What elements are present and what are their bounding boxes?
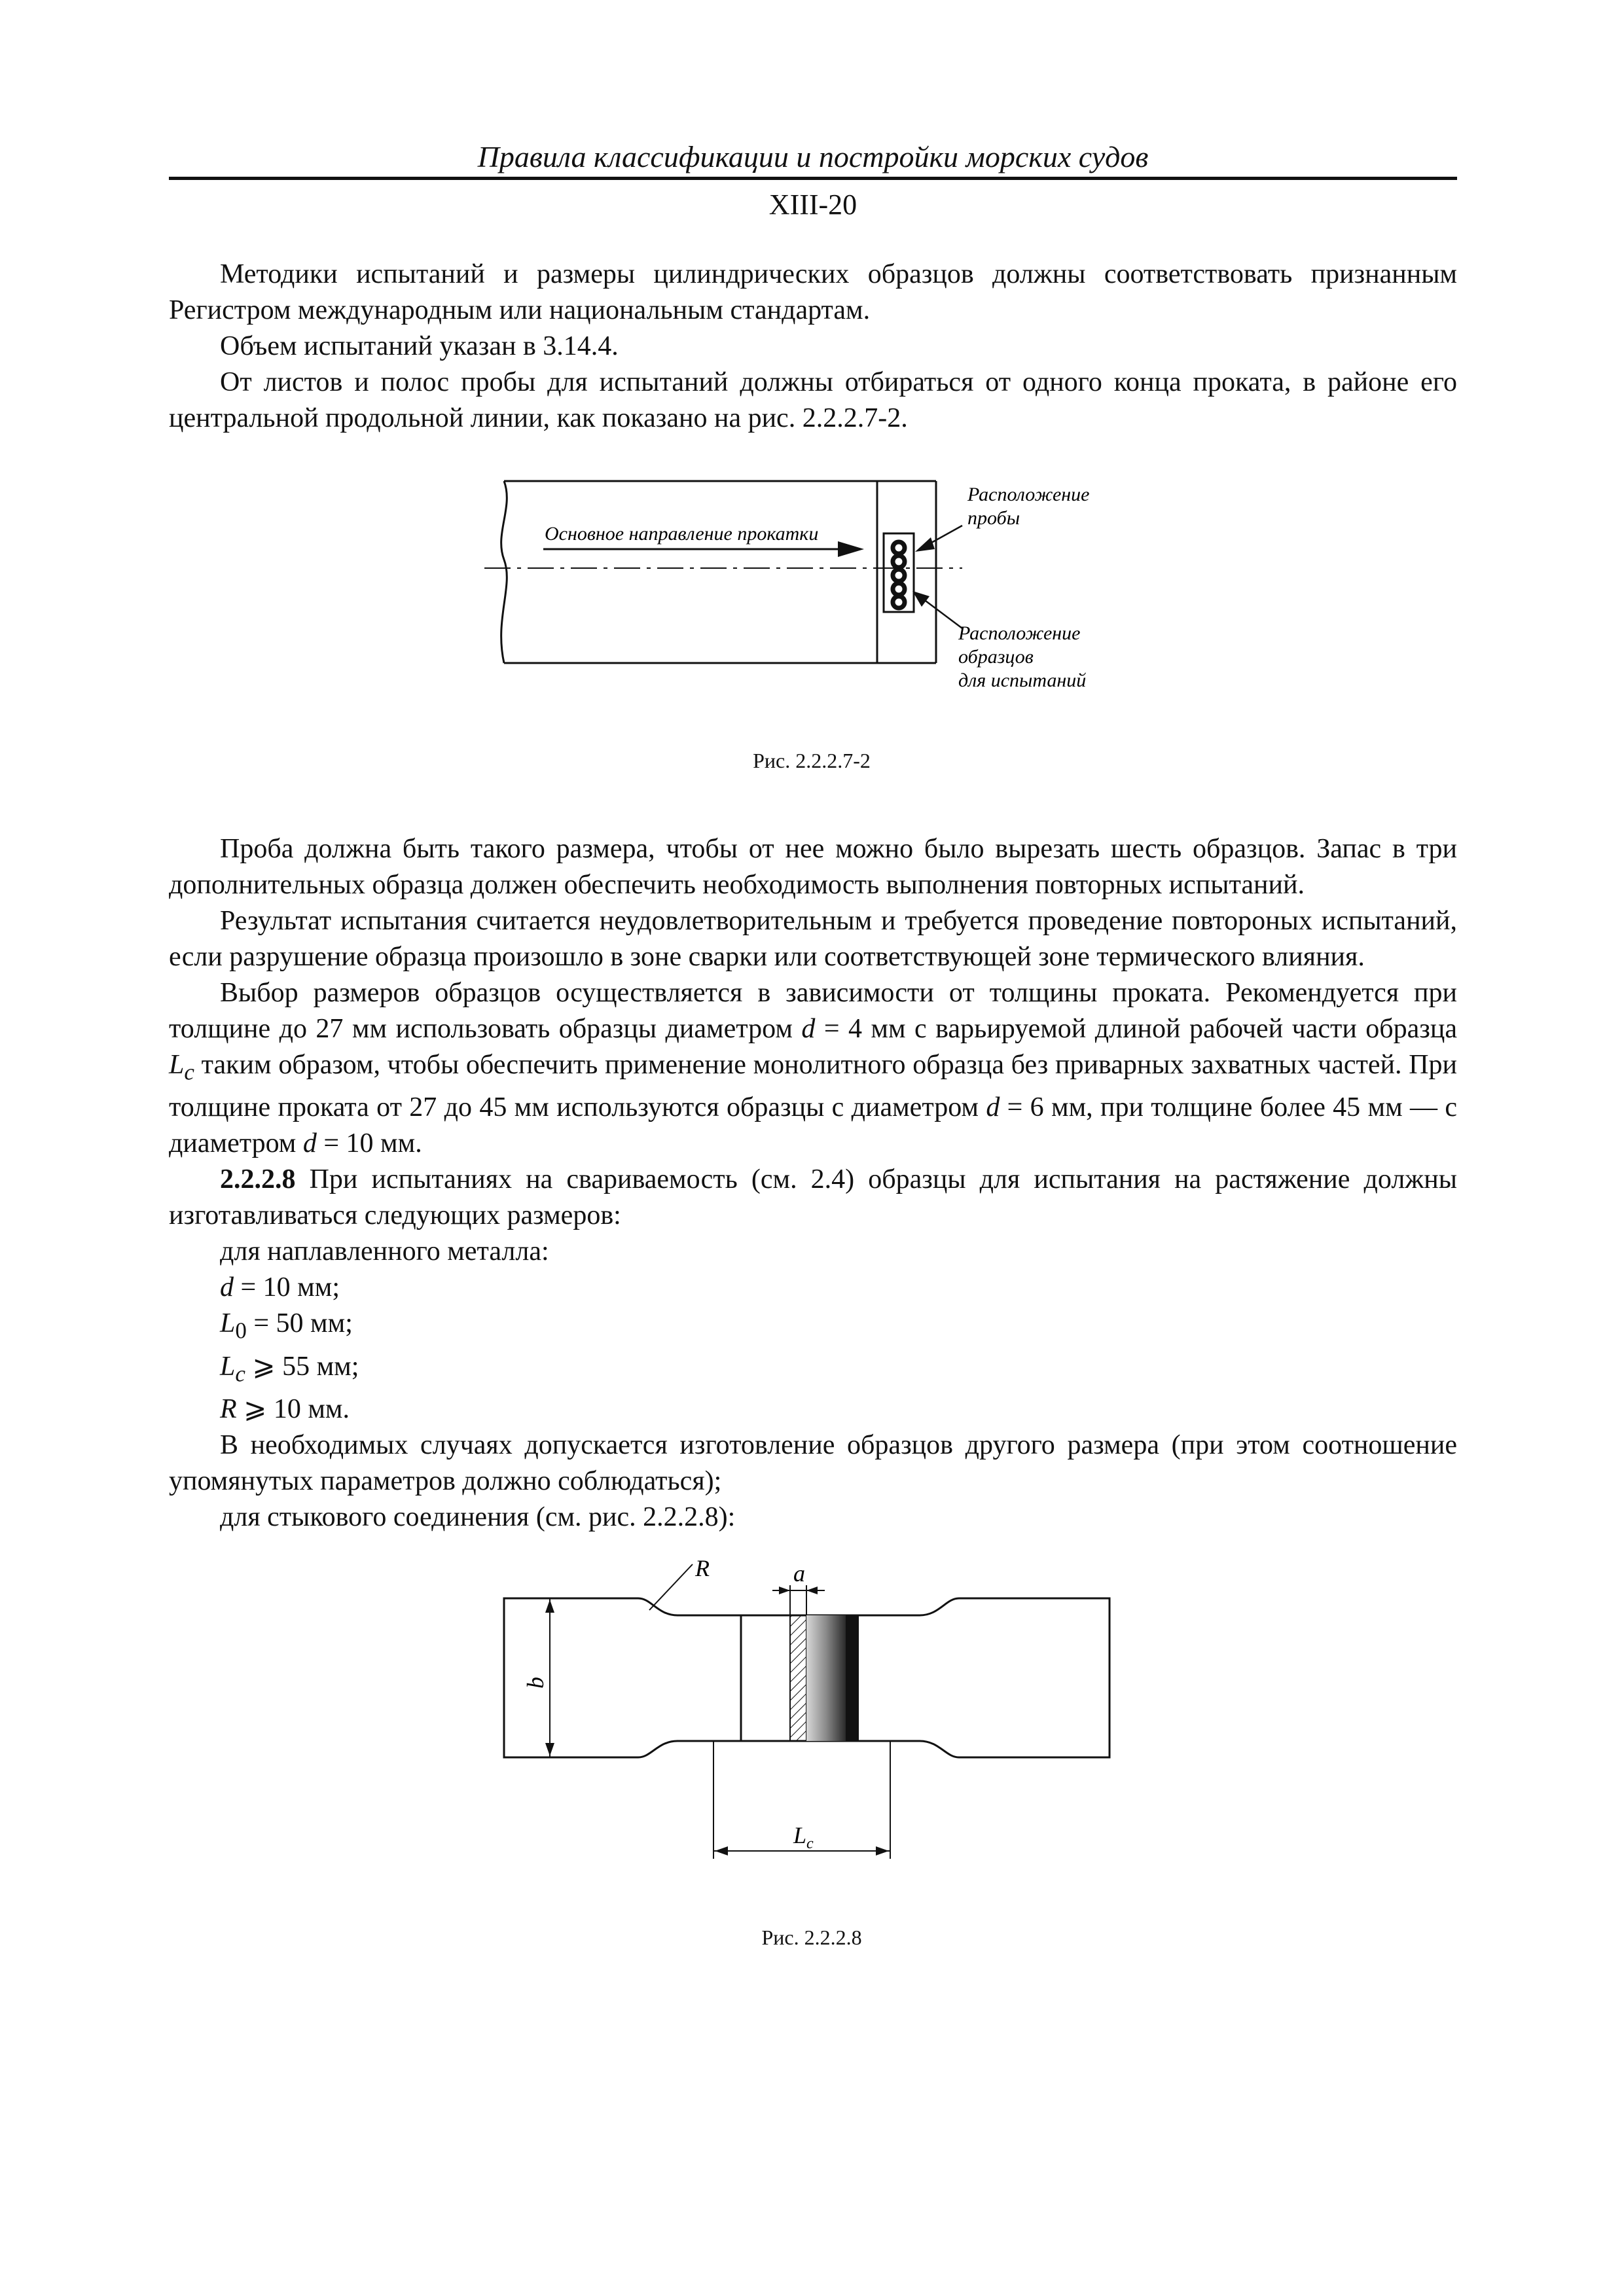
- label-a: a: [793, 1560, 805, 1587]
- specimen-location-label-line3: для испытаний: [958, 670, 1087, 691]
- specimen-leader-line: [923, 599, 962, 628]
- probe-box: [884, 533, 914, 612]
- probe-location-label-line2: пробы: [967, 507, 1020, 529]
- specimen-location-label-line2: образцов: [958, 646, 1034, 668]
- header-rule: [169, 177, 1457, 180]
- specimen-circle: [893, 596, 905, 608]
- label-b: b: [522, 1677, 549, 1689]
- paragraph-specimen-size: Выбор размеров образцов осуществляется в зависимости от толщины проката. Рекомендуется при толщине до 27 мм использовать образцы диаметром d = 4 мм с варьируемой длиной рабочей части образца $L_c$ таким образом, чтобы обеспечить применение монолитного образца без приварных захватных частей. При толщине проката от 27 до 45 мм используются образцы с диаметром d = 6 мм, при толщине более 45 мм — с диаметром d = 10 мм.: [169, 978, 1457, 1159]
- a-arrowhead-right: [806, 1587, 818, 1594]
- figure-sampling-location: [478, 468, 1132, 704]
- paragraph-weldability: 2.2.2.8 При испытаниях на свариваемость (см. 2.4) образцы для испытания на растяжение должны изготавливаться следующих размеров:: [169, 1164, 1457, 1231]
- r-leader-line: [649, 1564, 693, 1610]
- rolling-arrow-head: [838, 541, 864, 557]
- var-l: L: [169, 1050, 185, 1080]
- specimen-circle: [893, 583, 905, 595]
- var-d: d: [986, 1092, 1000, 1123]
- paragraph-deposited-metal: для наплавленного металла:: [220, 1236, 549, 1267]
- paragraph-sampling: От листов и полос пробы для испытаний должны отбираться от одного конца проката, в районе его центральной продольной линии, как показано на рис. 2.2.2.7-2.: [169, 367, 1457, 433]
- figure-caption-butt-joint: Рис. 2.2.2.8: [761, 1926, 862, 1949]
- var-d: d: [302, 1128, 317, 1159]
- b-arrowhead-bottom: [545, 1743, 554, 1756]
- weld-hatched-zone: [790, 1615, 806, 1741]
- b-arrowhead-top: [545, 1600, 554, 1613]
- paragraph-specimen-count: Проба должна быть такого размера, чтобы от нее можно было вырезать шесть образцов. Запас в три дополнительных образца должен обеспечить необходимость выполнения повторных испытаний.: [169, 834, 1457, 900]
- formula-r: R ⩾ 10 мм.: [220, 1394, 350, 1425]
- heat-affected-zone: [806, 1615, 846, 1741]
- plate-break-line: [501, 481, 507, 663]
- rolling-direction-label: Основное направление прокатки: [545, 523, 819, 545]
- specimen-leader-arrowhead: [912, 591, 929, 607]
- a-arrowhead-left: [779, 1587, 790, 1594]
- fusion-zone: [846, 1615, 859, 1741]
- specimen-circle: [893, 556, 905, 567]
- label-r: R: [695, 1558, 710, 1581]
- specimen-circle: [893, 569, 905, 581]
- var-d: d: [801, 1014, 816, 1044]
- paragraph-butt-joint: для стыкового соединения (см. рис. 2.2.2.8):: [220, 1502, 736, 1533]
- probe-location-label-line1: Расположение: [967, 484, 1090, 505]
- paragraph-methods: Методики испытаний и размеры цилиндрических образцов должны соответствовать признанным Регистром международным или национальным стандартам.: [169, 259, 1457, 325]
- page-header-title: Правила классификации и постройки морских судов: [477, 140, 1149, 173]
- figure-butt-joint-specimen: [497, 1558, 1126, 1872]
- lc-arrowhead-right: [876, 1846, 889, 1856]
- label-lc: $L_c$: [793, 1822, 814, 1852]
- specimen-location-label-line1: Расположение: [958, 622, 1081, 644]
- probe-leader-arrowhead: [915, 537, 935, 552]
- formula-lc: $L_c$ ⩾ 55 мм;: [220, 1351, 359, 1387]
- paragraph-other-sizes: В необходимых случаях допускается изготовление образцов другого размера (при этом соотношение упомянутых параметров должно соблюдаться);: [169, 1430, 1457, 1497]
- formula-d: d = 10 мм;: [220, 1272, 340, 1303]
- lc-arrowhead-left: [715, 1846, 728, 1856]
- figure-caption-sampling: Рис. 2.2.2.7-2: [753, 749, 871, 772]
- section-number: 2.2.2.8: [220, 1164, 296, 1195]
- text-block-intro: [169, 257, 1457, 437]
- paragraph-failure: Результат испытания считается неудовлетворительным и требуется проведение повтороных испытаний, если разрушение образца произошло в зоне сварки или соответствующей зоне термического влияния.: [169, 906, 1457, 972]
- paragraph-scope: Объем испытаний указан в 3.14.4.: [220, 331, 619, 361]
- formula-l0: $L_0 = 50$ мм;: [220, 1308, 353, 1344]
- specimen-circle: [893, 542, 905, 554]
- page-number: XIII-20: [768, 188, 857, 221]
- text-block-main: [169, 831, 1457, 1535]
